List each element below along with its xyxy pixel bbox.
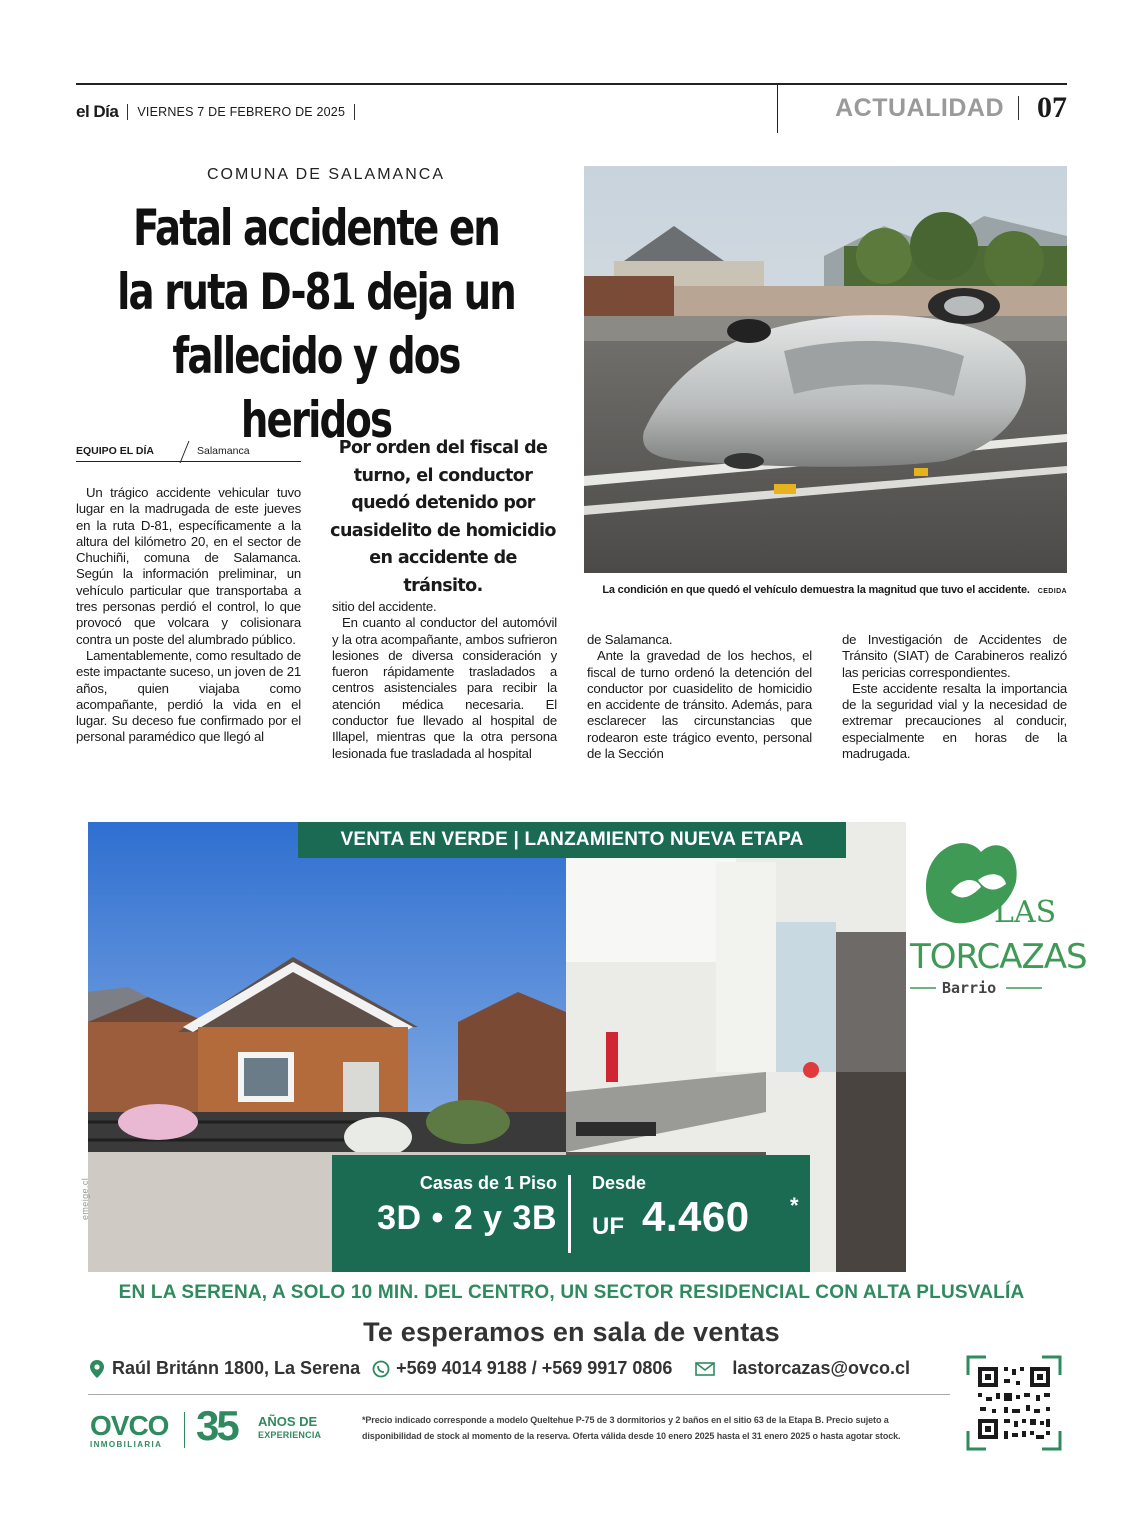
location-pin-icon bbox=[88, 1360, 106, 1378]
ovco-sub: INMOBILIARIA bbox=[90, 1440, 163, 1449]
logo-barrio: Barrio bbox=[942, 979, 997, 997]
page-number: 07 bbox=[1037, 91, 1067, 124]
headline-line: la ruta D-81 deja un bbox=[117, 263, 515, 321]
paragraph: de Investigación de Accidentes de Tránsito (SIAT) de Carabineros realizó las pericias correspondientes. bbox=[842, 632, 1067, 680]
article-kicker: COMUNA DE SALAMANCA bbox=[206, 166, 446, 183]
las-torcazas-logo bbox=[906, 822, 1087, 1272]
paragraph: Lamentablemente, como resultado de este impactante suceso, un joven de 21 años, quien viajaba como acompañante, perdió la vida en el lugar. Su deceso fue confirmado por el personal paramédico que llegó al bbox=[76, 647, 301, 745]
logo-separator bbox=[184, 1412, 185, 1448]
photo-caption bbox=[584, 584, 1067, 596]
paragraph: sitio del accidente. bbox=[332, 599, 437, 614]
header-separator bbox=[127, 104, 128, 120]
years-number: 35 bbox=[196, 1402, 237, 1449]
article-column-4 bbox=[842, 632, 1067, 762]
article-column-1 bbox=[76, 485, 301, 746]
headline-line: Fatal accidente en bbox=[133, 199, 499, 257]
photo-credit: CEDIDA bbox=[1037, 588, 1067, 595]
address-text: Raúl Británn 1800, La Serena bbox=[112, 1358, 361, 1378]
ovco-logo bbox=[90, 1410, 182, 1449]
byline-location: Salamanca bbox=[197, 445, 250, 457]
email-icon bbox=[696, 1360, 714, 1378]
caption-text: La condición en que quedó el vehículo demuestra la magnitud que tuvo el accidente. bbox=[602, 584, 1030, 596]
price-asterisk: * bbox=[790, 1193, 799, 1218]
header-divider bbox=[777, 85, 778, 133]
price-value: 4.460 bbox=[642, 1193, 750, 1240]
header-separator bbox=[1018, 96, 1019, 120]
price-panel bbox=[332, 1155, 810, 1272]
masthead bbox=[76, 102, 364, 122]
contact-line bbox=[88, 1358, 910, 1379]
logo-torcazas: TORCAZAS bbox=[910, 937, 1087, 977]
ad-banner: VENTA EN VERDE | LANZAMIENTO NUEVA ETAPA bbox=[298, 822, 846, 858]
article-column-3 bbox=[587, 632, 812, 762]
paragraph: Este accidente resalta la importancia de la seguridad vial y la necesidad de extremar precauciones al conducir, especialmente en horas de la madrugada. bbox=[842, 680, 1067, 762]
section-header bbox=[800, 91, 1067, 125]
section-name: ACTUALIDAD bbox=[835, 93, 1004, 122]
header-rule bbox=[76, 83, 1067, 85]
years-line-1: AÑOS DE bbox=[258, 1414, 318, 1429]
ad-tagline: EN LA SERENA, A SOLO 10 MIN. DEL CENTRO, UN SECTOR RESIDENCIAL CON ALTA PLUSVALÍA bbox=[118, 1282, 1025, 1303]
pull-quote: Por orden del fiscal de turno, el conductor quedó detenido por cuasidelito de homicidio en accidente de tránsito. bbox=[330, 438, 556, 596]
anniversary-badge bbox=[196, 1402, 346, 1452]
overturned-car-image bbox=[584, 166, 1067, 573]
headline-line: fallecido y dos heridos bbox=[172, 327, 460, 449]
price-currency: UF bbox=[592, 1213, 624, 1240]
agency-tag: emeige.cl bbox=[80, 1177, 90, 1220]
qr-code-icon[interactable] bbox=[966, 1355, 1062, 1451]
phone-text[interactable]: +569 4014 9188 / +569 9917 0806 bbox=[396, 1358, 673, 1378]
ad-disclaimer: *Precio indicado corresponde a modelo Queltehue P-75 de 3 dormitorios y 2 baños en el sitio 63 de la Etapa B. Precio sujeto a disponibilidad de stock al momento de la reserva. Oferta válida desde 10 enero 2025 hasta el 31 enero 2025 o hasta agotar stock. bbox=[362, 1415, 901, 1441]
price-label: Desde bbox=[592, 1173, 647, 1193]
paragraph: de Salamanca. bbox=[587, 632, 673, 647]
newspaper-brand: el Día bbox=[76, 102, 119, 121]
article-headline bbox=[98, 196, 535, 452]
ovco-name: OVCO bbox=[90, 1410, 169, 1441]
byline-slash bbox=[180, 441, 190, 463]
header-separator bbox=[354, 104, 355, 120]
byline bbox=[76, 441, 301, 462]
paragraph: En cuanto al conductor del automóvil y la otra acompañante, ambos sufrieron lesiones de diversa consideración y fueron rápidamente trasladados a centros asistenciales para recibir la atención médica necesaria. El conductor fue llevado al hospital de Illapel, mientras que la otra persona lesionada fue trasladada al hospital bbox=[332, 615, 557, 761]
real-estate-ad bbox=[88, 822, 1087, 1272]
paragraph: Un trágico accidente vehicular tuvo lugar en la madrugada de este jueves en la ruta D-81, específicamente a la altura del kilómetro 20, en el sector de Chuchiñi, comuna de Salamanca. Según la información preliminar, un vehículo particular que transportaba a tres personas perdió el control, lo que provocó que volcara y colisionara contra un poste del alumbrado público. bbox=[76, 485, 301, 647]
byline-author: EQUIPO EL DÍA bbox=[76, 445, 154, 457]
logo-mark bbox=[906, 822, 1087, 1012]
houses-label: Casas de 1 Piso bbox=[419, 1173, 557, 1193]
accident-photo bbox=[584, 166, 1067, 573]
houses-config: 3D • 2 y 3B bbox=[377, 1199, 557, 1237]
price-divider bbox=[568, 1175, 571, 1253]
email-text[interactable]: lastorcazas@ovco.cl bbox=[732, 1358, 911, 1378]
issue-date: VIERNES 7 DE FEBRERO DE 2025 bbox=[137, 105, 346, 119]
whatsapp-icon bbox=[372, 1360, 390, 1378]
logo-las: LAS bbox=[994, 895, 1057, 930]
paragraph: Ante la gravedad de los hechos, el fiscal de turno ordenó la detención del conductor por cuasidelito de homicidio en accidente de tránsito. Además, para esclarecer las circunstancias que rodearon este trágico evento, personal de la Sección bbox=[587, 648, 812, 762]
ad-invite: Te esperamos en sala de ventas bbox=[363, 1317, 780, 1347]
contact-divider bbox=[88, 1394, 950, 1395]
article-column-2 bbox=[332, 599, 557, 762]
years-line-2: EXPERIENCIA bbox=[258, 1430, 322, 1440]
